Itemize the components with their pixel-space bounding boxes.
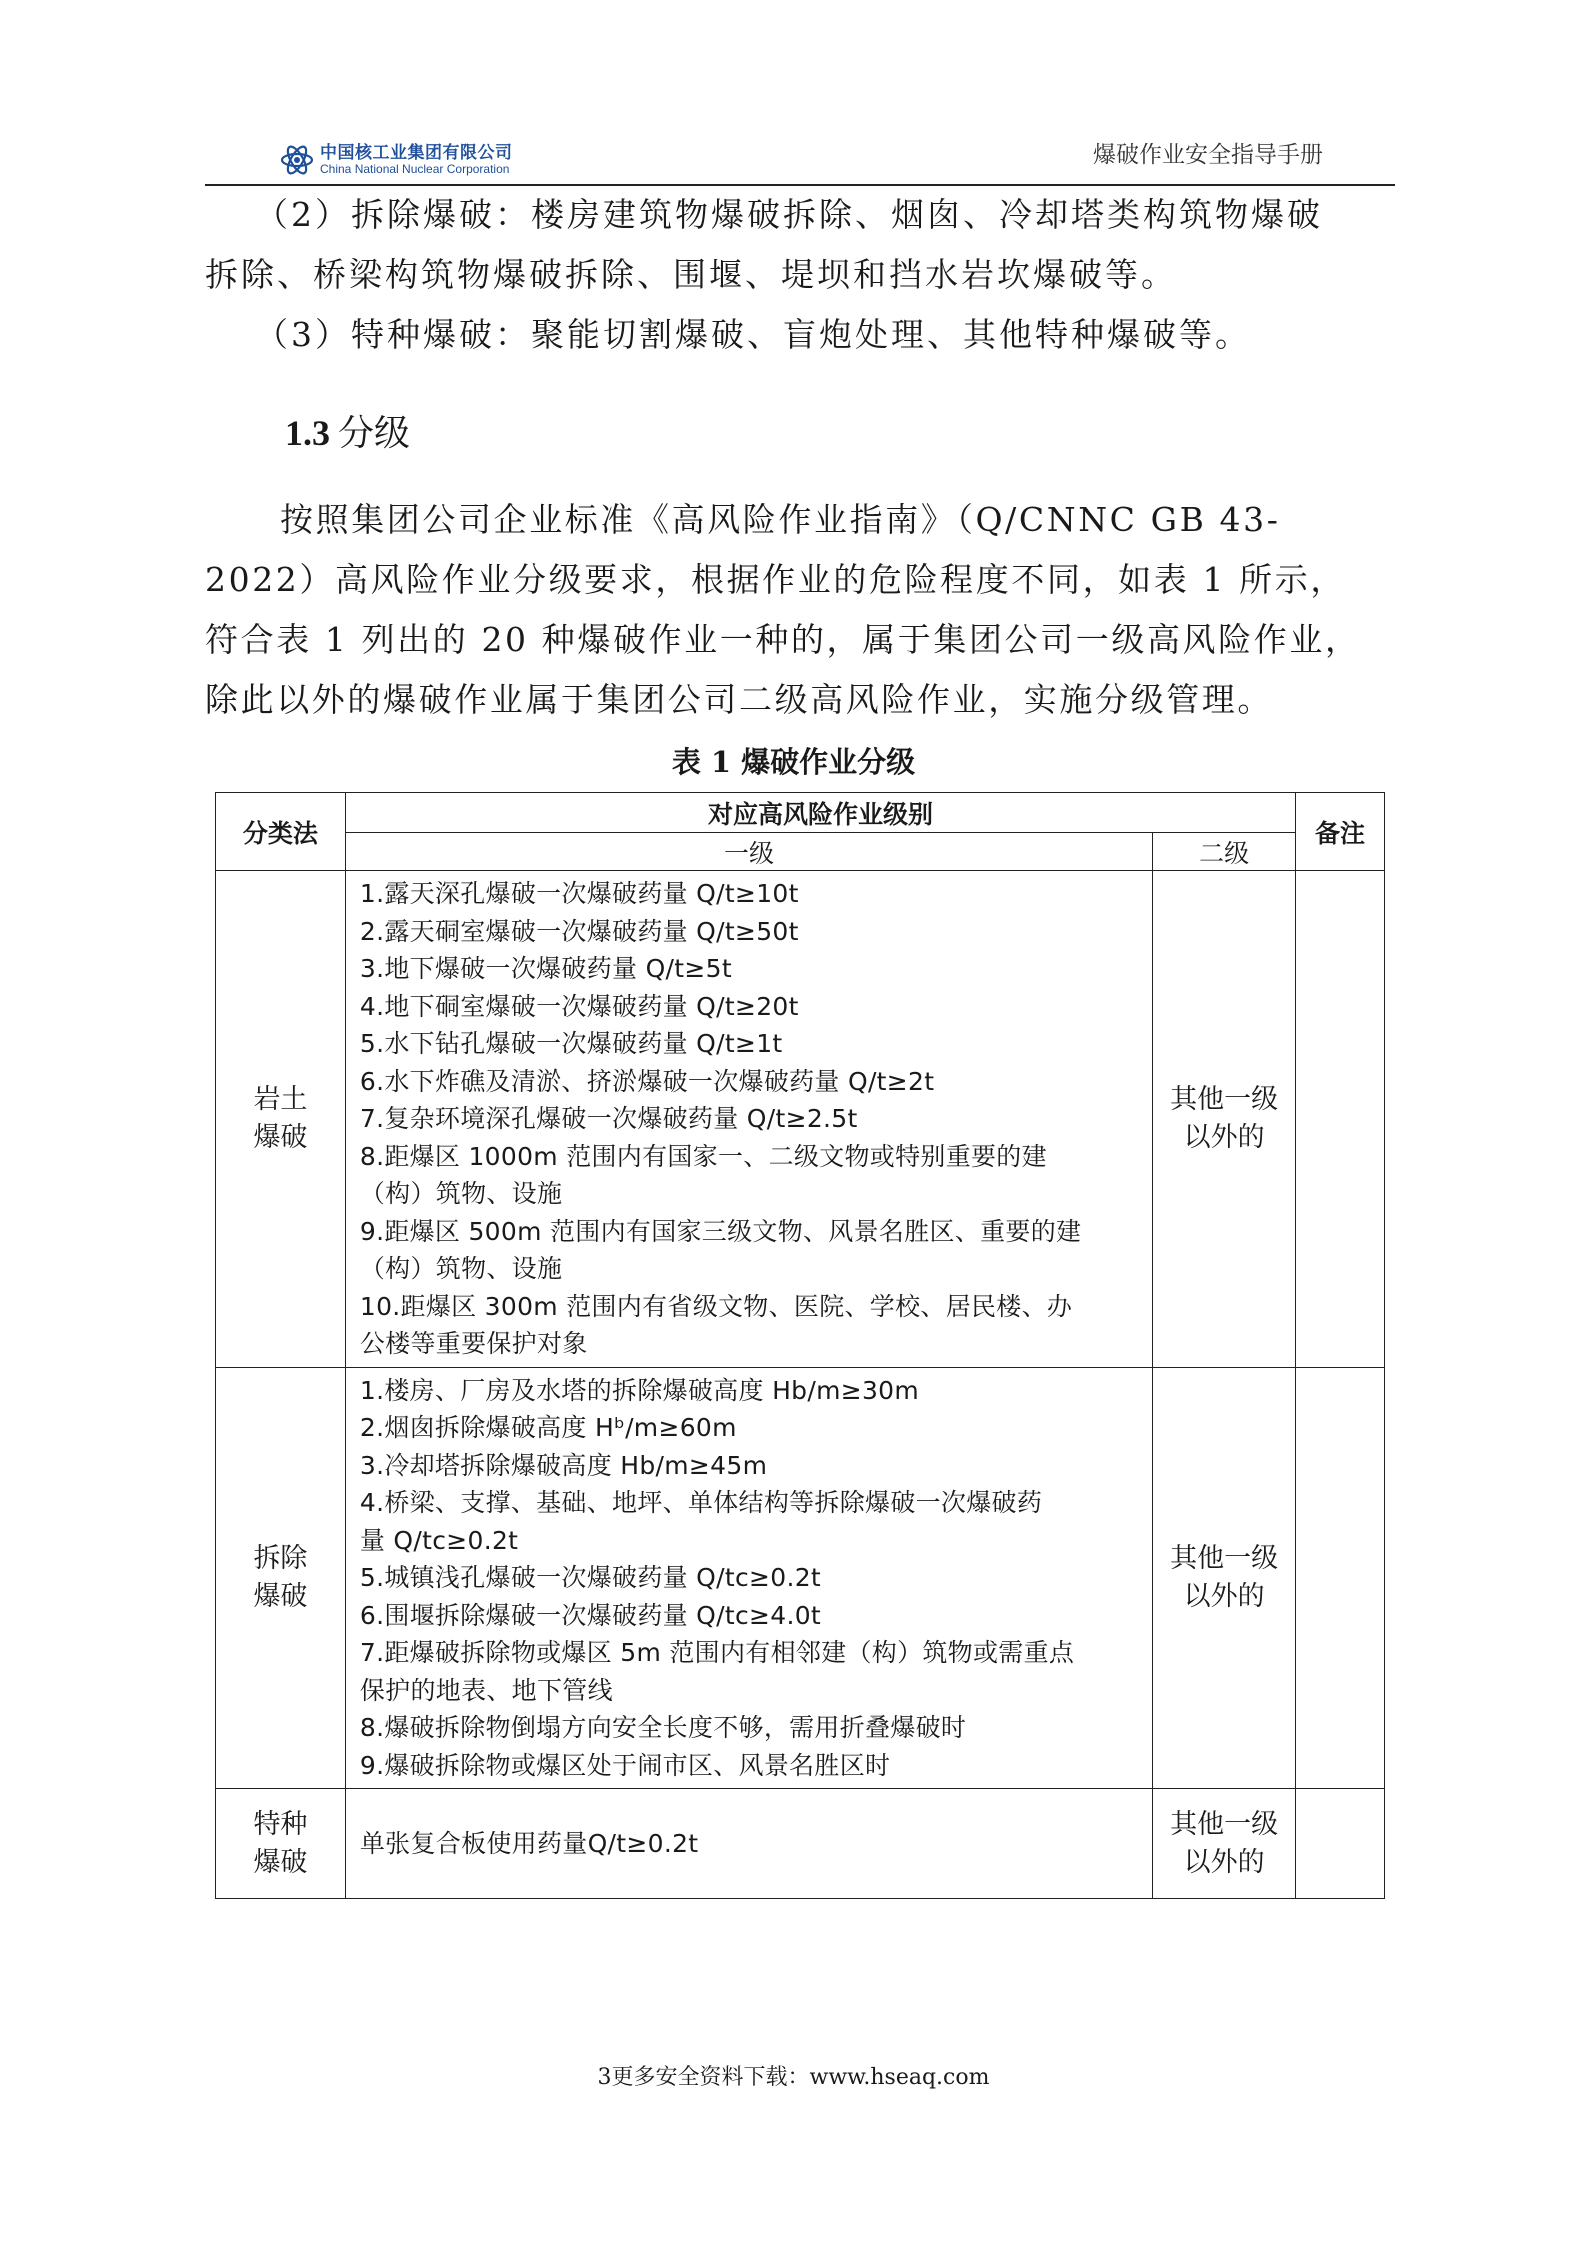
remarks-cell	[1296, 871, 1385, 1368]
list-item: 2.烟囱拆除爆破高度 Hᵇ/m≥60m	[359, 1413, 737, 1442]
list-item: 4.桥梁、支撑、基础、地坪、单体结构等拆除爆破一次爆破药	[359, 1488, 1043, 1517]
list-item: 量 Q/tc≥0.2t	[359, 1525, 519, 1555]
page-header	[205, 118, 1395, 186]
list-item: 7.复杂环境深孔爆破一次爆破药量 Q/t≥2.5t	[359, 1104, 858, 1133]
category-cell: 特种 爆破	[216, 1789, 346, 1899]
level1-items-cell	[345, 1367, 1152, 1789]
remarks-cell	[1296, 1789, 1385, 1899]
list-item: 6.水下炸礁及清淤、挤淤爆破一次爆破药量 Q/t≥2t	[359, 1066, 935, 1096]
list-item: 10.距爆区 300m 范围内有省级文物、医院、学校、居民楼、办	[359, 1291, 1073, 1321]
list-item: 3.冷却塔拆除爆破高度 Hb/m≥45m	[359, 1450, 768, 1480]
paragraph-grading-line2: 2022）高风险作业分级要求，根据作业的危险程度不同，如表 1 所示，	[205, 560, 1346, 599]
page-footer: 3更多安全资料下载：www.hseaq.com	[597, 2065, 990, 2090]
table-subheader-row	[216, 833, 1385, 871]
list-item: 6.围堰拆除爆破一次爆破药量 Q/tc≥4.0t	[359, 1600, 822, 1630]
list-item: 3.地下爆破一次爆破药量 Q/t≥5t	[359, 954, 732, 983]
list-item: 单张复合板使用药量Q/t≥0.2t	[359, 1828, 699, 1858]
paragraph-special-blasting: （3）特种爆破：聚能切割爆破、盲炮处理、其他特种爆破等。	[255, 315, 1251, 354]
list-item: 公楼等重要保护对象	[359, 1329, 588, 1358]
level2-cell: 其他一级 以外的	[1153, 1367, 1296, 1789]
list-item: 保护的地表、地下管线	[359, 1675, 613, 1705]
list-item: 9.爆破拆除物或爆区处于闹市区、风景名胜区时	[359, 1750, 891, 1780]
cnnc-logo	[280, 138, 513, 182]
header-remarks: 备注	[1296, 793, 1385, 871]
section-number: 1.3	[285, 413, 330, 453]
table-caption: 表 1 爆破作业分级	[671, 745, 916, 779]
logo-chinese-name: 中国核工业集团有限公司	[320, 142, 513, 163]
atom-logo-icon	[280, 143, 314, 177]
list-item: （构）筑物、设施	[359, 1179, 563, 1208]
category-cell: 岩土 爆破	[216, 871, 346, 1368]
list-item: 8.爆破拆除物倒塌方向安全长度不够，需用折叠爆破时	[359, 1713, 967, 1742]
header-level2: 二级	[1153, 833, 1296, 871]
paragraph-demolition-line2: 拆除、桥梁构筑物爆破拆除、围堰、堤坝和挡水岩坎爆破等。	[205, 255, 1177, 294]
list-item: 5.水下钻孔爆破一次爆破药量 Q/t≥1t	[359, 1029, 783, 1058]
section-heading	[285, 405, 410, 456]
list-item: 9.距爆区 500m 范围内有国家三级文物、风景名胜区、重要的建	[359, 1216, 1082, 1246]
list-item: 5.城镇浅孔爆破一次爆破药量 Q/tc≥0.2t	[359, 1563, 822, 1592]
level2-cell: 其他一级 以外的	[1153, 871, 1296, 1368]
blasting-grade-table	[215, 792, 1385, 1899]
paragraph-demolition-line1: （2）拆除爆破：楼房建筑物爆破拆除、烟囱、冷却塔类构筑物爆破	[255, 195, 1323, 234]
level1-items-cell	[345, 1789, 1152, 1899]
logo-english-name: China National Nuclear Corporation	[320, 161, 510, 176]
level2-cell: 其他一级 以外的	[1153, 1789, 1296, 1899]
list-item: 7.距爆破拆除物或爆区 5m 范围内有相邻建（构）筑物或需重点	[359, 1638, 1075, 1667]
list-item: 8.距爆区 1000m 范围内有国家一、二级文物或特别重要的建	[359, 1141, 1047, 1171]
category-cell: 拆除 爆破	[216, 1367, 346, 1789]
paragraph-grading-line3: 符合表 1 列出的 20 种爆破作业一种的，属于集团公司一级高风险作业，	[205, 620, 1361, 659]
list-item: 1.楼房、厂房及水塔的拆除爆破高度 Hb/m≥30m	[359, 1375, 920, 1405]
table-row	[216, 871, 1385, 1368]
header-title: 爆破作业安全指导手册	[1093, 142, 1323, 168]
paragraph-grading-line4: 除此以外的爆破作业属于集团公司二级高风险作业，实施分级管理。	[205, 680, 1273, 719]
level1-items-cell	[345, 871, 1152, 1368]
header-level1: 一级	[345, 833, 1152, 871]
table-header-row	[216, 793, 1385, 833]
list-item: 4.地下硐室爆破一次爆破药量 Q/t≥20t	[359, 991, 799, 1021]
list-item: 2.露天硐室爆破一次爆破药量 Q/t≥50t	[359, 916, 799, 946]
paragraph-grading-line1: 按照集团公司企业标准《高风险作业指南》（Q/CNNC GB 43-	[280, 500, 1281, 539]
section-title: 分级	[338, 413, 411, 454]
table-row	[216, 1789, 1385, 1899]
list-item: 1.露天深孔爆破一次爆破药量 Q/t≥10t	[359, 879, 799, 908]
table-row	[216, 1367, 1385, 1789]
remarks-cell	[1296, 1367, 1385, 1789]
header-risk-level: 对应高风险作业级别	[345, 793, 1295, 833]
list-item: （构）筑物、设施	[359, 1254, 563, 1283]
header-category: 分类法	[216, 793, 346, 871]
